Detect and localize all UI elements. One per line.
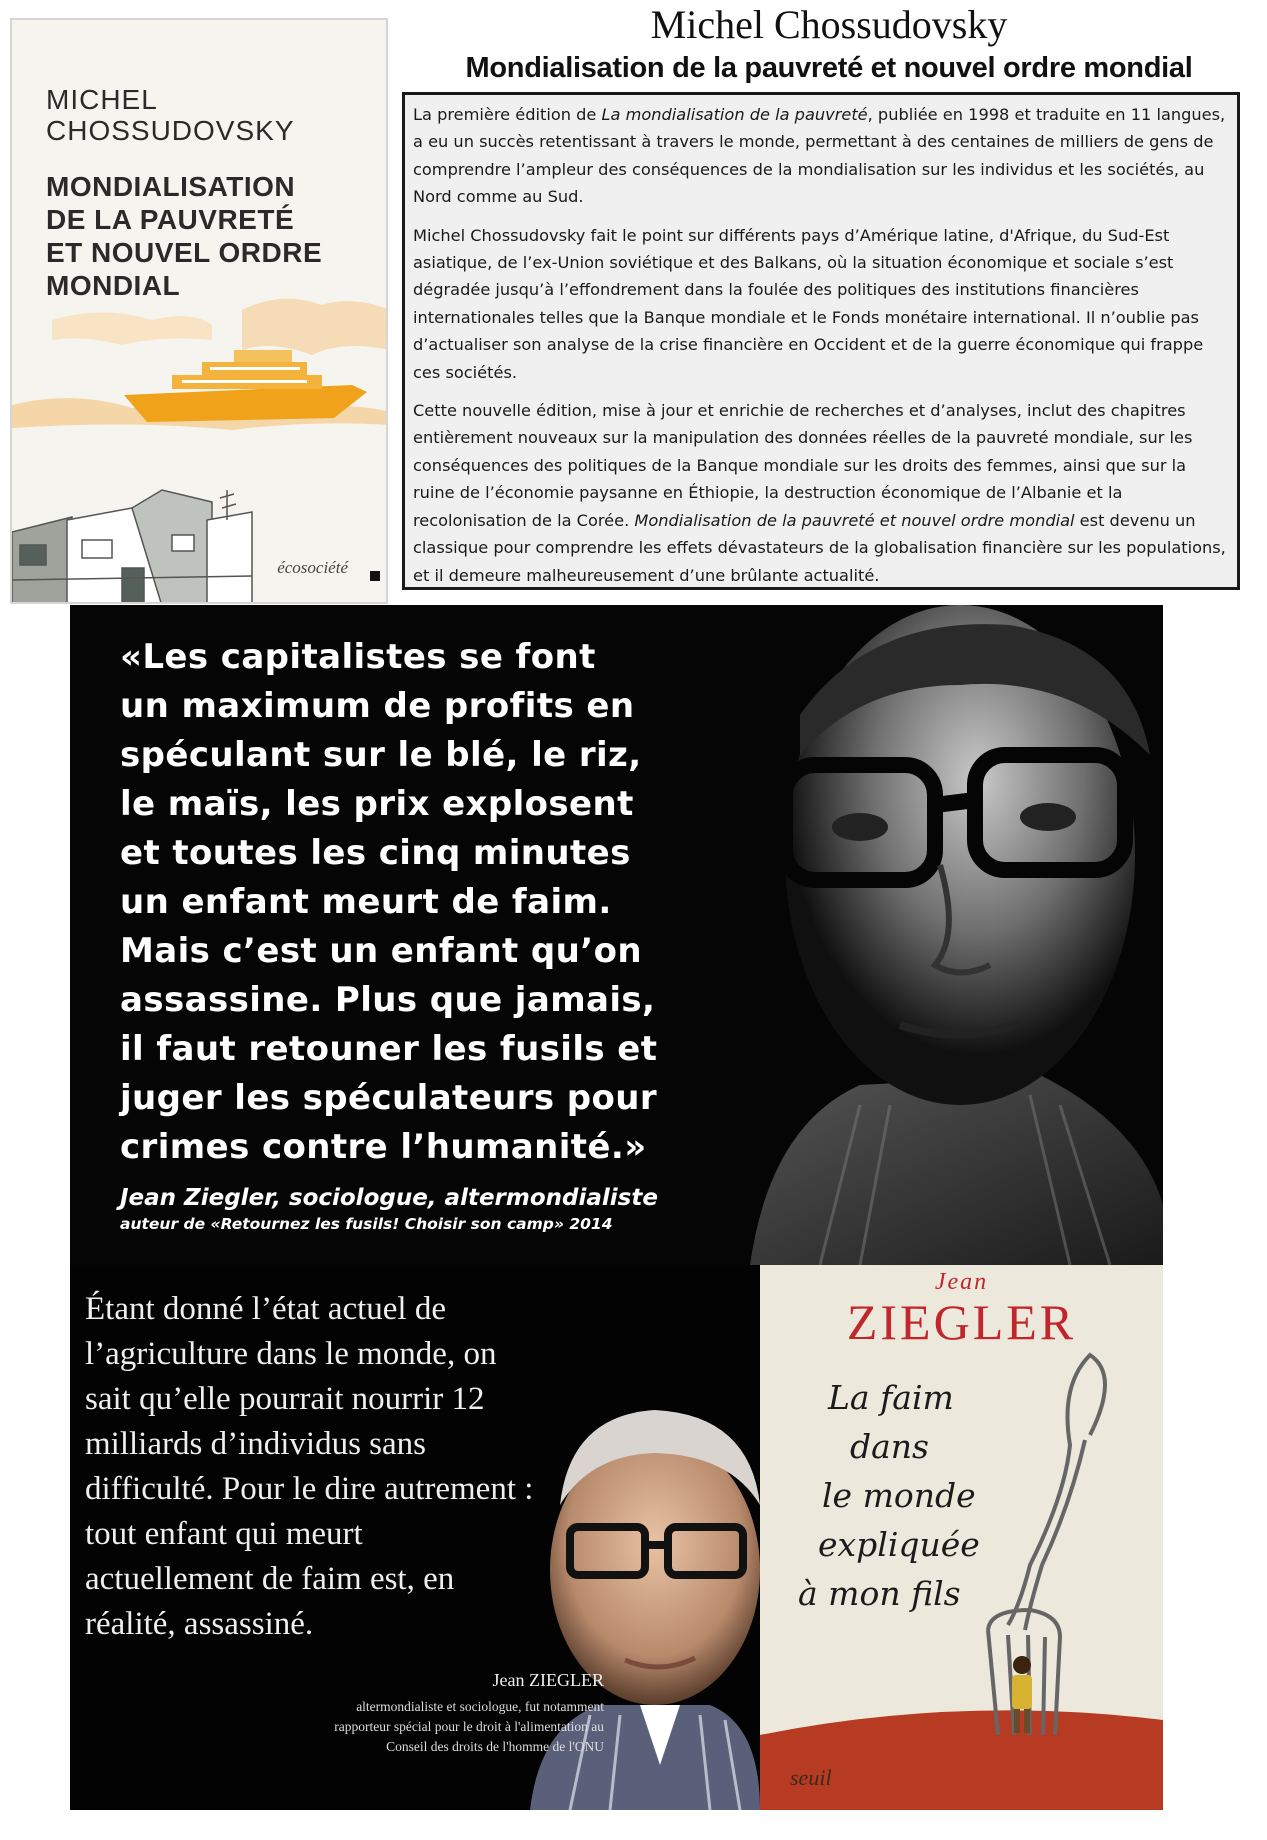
quote-line: le maïs, les prix explosent xyxy=(120,784,634,824)
cover2-title xyxy=(798,1373,1128,1618)
quote-line: difficulté. Pour le dire autrement : xyxy=(85,1471,534,1507)
cover-title-line: DE LA PAUVRETÉ xyxy=(46,204,295,235)
quote-line: sait qu’elle pourrait nourrir 12 xyxy=(85,1381,485,1417)
bio-line: rapporteur spécial pour le droit à l'alimentation au xyxy=(334,1719,604,1734)
cover-title-line: MONDIAL xyxy=(46,270,181,301)
village-icon xyxy=(12,490,252,604)
header-author: Michel Chossudovsky xyxy=(650,2,1008,47)
cover-title-line: MONDIALISATION xyxy=(46,171,296,202)
quote-line: «Les capitalistes se font xyxy=(120,637,596,677)
quote-line: juger les spéculateurs pour xyxy=(120,1078,658,1118)
cover-title xyxy=(46,170,322,302)
quote-line: spéculant sur le blé, le riz, xyxy=(120,735,642,775)
portrait-photo xyxy=(710,605,1163,1265)
text-segment: , publiée en 1998 et traduite en 11 langues, a eu un succès retentissant à travers le monde, permettant à des centaines de milliers de gens de comprendre l’ampleur des conséquences de la mondialisation sur les individus et les sociétés, au Nord comme au Sud. xyxy=(413,105,1226,207)
quote-attribution: Jean Ziegler, sociologue, altermondialiste xyxy=(120,1185,658,1211)
cover-title-line: ET NOUVEL ORDRE xyxy=(46,237,323,268)
book-cover-mondialisation xyxy=(10,18,388,604)
quote-author-name: Jean ZIEGLER xyxy=(492,1670,604,1690)
cover2-author-last: ZIEGLER xyxy=(846,1294,1077,1350)
quote-line: Étant donné l’état actuel de xyxy=(85,1291,447,1327)
publisher-mark xyxy=(370,571,380,581)
cover2-author-first: Jean xyxy=(934,1269,989,1295)
description-paragraph-2: Michel Chossudovsky fait le point sur différents pays d’Amérique latine, d'Afrique, du Sud-Est asiatique, de l’ex-Union soviétique et des Balkans, où la situation économique et sociale s’est dégradée jusqu’à l’effondrement dans la foulée des politiques des institutions financières internationales telles que la Banque mondiale et le Fonds monétaire international. Il n’oublie pas d’actualiser son analyse de la crise financière en Occident et de la guerre économique qui frappe ces sociétés. xyxy=(413,225,1204,382)
ship-icon xyxy=(124,350,367,422)
description-paragraph-3 xyxy=(413,397,1227,589)
book-cover-la-faim xyxy=(760,1265,1163,1810)
quote-line: assassine. Plus que jamais, xyxy=(120,980,656,1020)
cover-author-line-2: CHOSSUDOVSKY xyxy=(46,115,295,146)
text-segment: La première édition de xyxy=(413,105,602,124)
text-segment: Cette nouvelle édition, mise à jour et enrichie de recherches et d’analyses, inclut des chapitres entièrement nouveaux sur la manipulation des données réelles de la pauvreté mondiale, sur les conséquences des politiques de la Banque mondiale sur les droits des femmes, ainsi que sur la ruine de l’économie paysanne en Éthiopie, la destruction économique de l’Albanie et la recolonisation de la Corée. xyxy=(413,401,1193,530)
quote-line: l’agriculture dans le monde, on xyxy=(85,1336,497,1372)
cover-author xyxy=(46,84,295,146)
cover2-title-line: expliquée xyxy=(818,1525,980,1564)
quote-line: un enfant meurt de faim. xyxy=(120,882,612,922)
cover2-title-line: le monde xyxy=(822,1476,976,1515)
quote-line: tout enfant qui meurt xyxy=(85,1516,363,1552)
header-title: Mondialisation de la pauvreté et nouvel ordre mondial xyxy=(465,52,1193,84)
quote-author-bio xyxy=(184,1697,604,1757)
quote-line: et toutes les cinq minutes xyxy=(120,833,631,873)
cover2-publisher: seuil xyxy=(790,1765,832,1790)
quote-line: il faut retouner les fusils et xyxy=(120,1029,658,1069)
cover2-title-line: à mon fils xyxy=(798,1574,961,1613)
book-description xyxy=(402,92,1240,590)
bio-line: altermondialiste et sociologue, fut notamment xyxy=(356,1699,604,1714)
quote-panel-ziegler-2 xyxy=(70,1265,760,1810)
cover-publisher: écosociété xyxy=(277,558,348,577)
book-title-italic: Mondialisation de la pauvreté et nouvel ordre mondial xyxy=(634,510,1075,530)
cover2-title-line: La faim xyxy=(828,1378,954,1417)
quote-panel-ziegler-1 xyxy=(70,605,1163,1265)
book-title-italic: La mondialisation de la pauvreté xyxy=(601,105,868,124)
cover-author-line-1: MICHEL xyxy=(46,84,158,115)
quote-line: Mais c’est un enfant qu’on xyxy=(120,931,642,971)
text-segment: est devenu un classique pour comprendre les effets dévastateurs de la globalisation financière sur les populations, et il demeure malheureusement d’une brûlante actualité. xyxy=(413,510,1226,585)
description-paragraph-1 xyxy=(413,101,1227,211)
quote-line: milliards d’individus sans xyxy=(85,1426,426,1462)
quote-text xyxy=(120,633,700,1172)
cover2-title-line: dans xyxy=(850,1427,929,1466)
quote-line: actuellement de faim est, en xyxy=(85,1561,455,1597)
quote-line: crimes contre l’humanité.» xyxy=(120,1127,647,1167)
quote-line: réalité, assassiné. xyxy=(85,1606,314,1642)
quote-source: auteur de «Retournez les fusils! Choisir son camp» 2014 xyxy=(120,1215,613,1233)
bio-line: Conseil des droits de l'homme de l'ONU xyxy=(386,1739,604,1754)
quote-line: un maximum de profits en xyxy=(120,686,635,726)
quote-text-2 xyxy=(85,1287,645,1647)
